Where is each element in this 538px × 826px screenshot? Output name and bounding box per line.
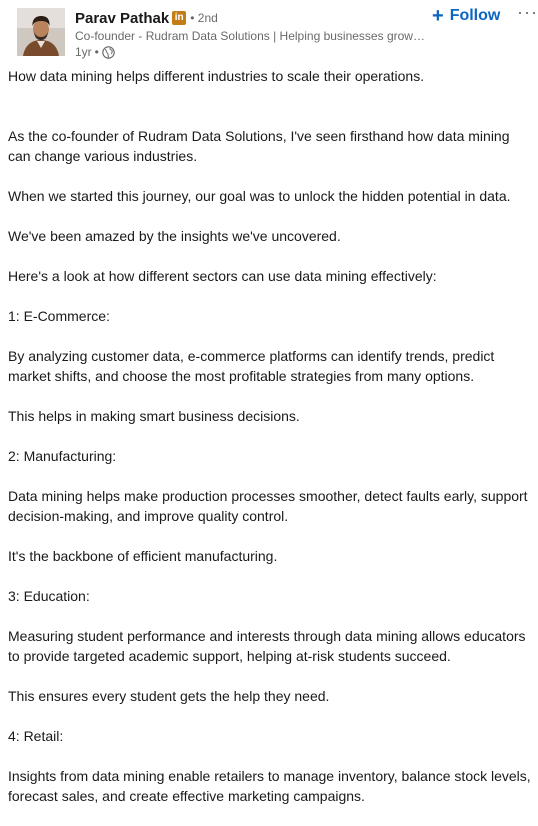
post-time: 1yr xyxy=(75,45,92,59)
post-paragraph: 3: Education: xyxy=(8,588,90,604)
author-name[interactable]: Parav Pathak xyxy=(75,9,170,27)
follow-label: Follow xyxy=(449,7,501,24)
globe-icon xyxy=(102,46,115,59)
avatar-photo xyxy=(17,8,65,56)
author-name-line xyxy=(75,8,406,28)
post-paragraph: 2: Manufacturing: xyxy=(8,448,117,464)
meta-separator: • xyxy=(94,45,99,59)
post-paragraph: By analyzing customer data, e-commerce platforms can identify trends, predict market shifts, and choose the most profitable strategies from many options. xyxy=(8,348,495,384)
post-paragraph: Measuring student performance and interests through data mining allows educators to provide targeted academic support, helping at-risk students succeed. xyxy=(8,628,526,664)
post-paragraph: 1: E-Commerce: xyxy=(8,308,110,324)
author-info xyxy=(75,8,425,60)
post-body xyxy=(8,66,532,826)
post-paragraph: How data mining helps different industries to scale their operations. xyxy=(8,68,425,84)
author-avatar[interactable] xyxy=(17,8,65,56)
follow-button[interactable] xyxy=(432,6,500,26)
post-paragraph: It's the backbone of efficient manufacturing. xyxy=(8,548,278,564)
post-paragraph: Insights from data mining enable retailers to manage inventory, balance stock levels, forecast sales, and create effective marketing campaigns. xyxy=(8,768,531,804)
post-paragraph: When we started this journey, our goal was to unlock the hidden potential in data. xyxy=(8,188,511,204)
author-headline[interactable]: Co-founder - Rudram Data Solutions | Helping businesses grow… xyxy=(75,29,425,43)
post-paragraph: Here's a look at how different sectors can use data mining effectively: xyxy=(8,268,437,284)
post-paragraph: Data mining helps make production processes smoother, detect faults early, support decision-making, and improve quality control. xyxy=(8,488,528,524)
more-options-icon[interactable]: ··· xyxy=(517,2,538,22)
post-header xyxy=(8,0,538,66)
post-paragraph: This helps in making smart business decisions. xyxy=(8,408,300,424)
post-paragraph: 4: Retail: xyxy=(8,728,64,744)
post-paragraph: This ensures every student gets the help they need. xyxy=(8,688,330,704)
post-paragraph: As the co-founder of Rudram Data Solutions, I've seen firsthand how data mining can change various industries. xyxy=(8,128,510,164)
linkedin-premium-icon: in xyxy=(172,11,186,25)
connection-degree: • 2nd xyxy=(190,11,218,25)
plus-icon: + xyxy=(432,5,444,27)
post-paragraph: We've been amazed by the insights we've uncovered. xyxy=(8,228,341,244)
post-meta xyxy=(75,44,406,60)
